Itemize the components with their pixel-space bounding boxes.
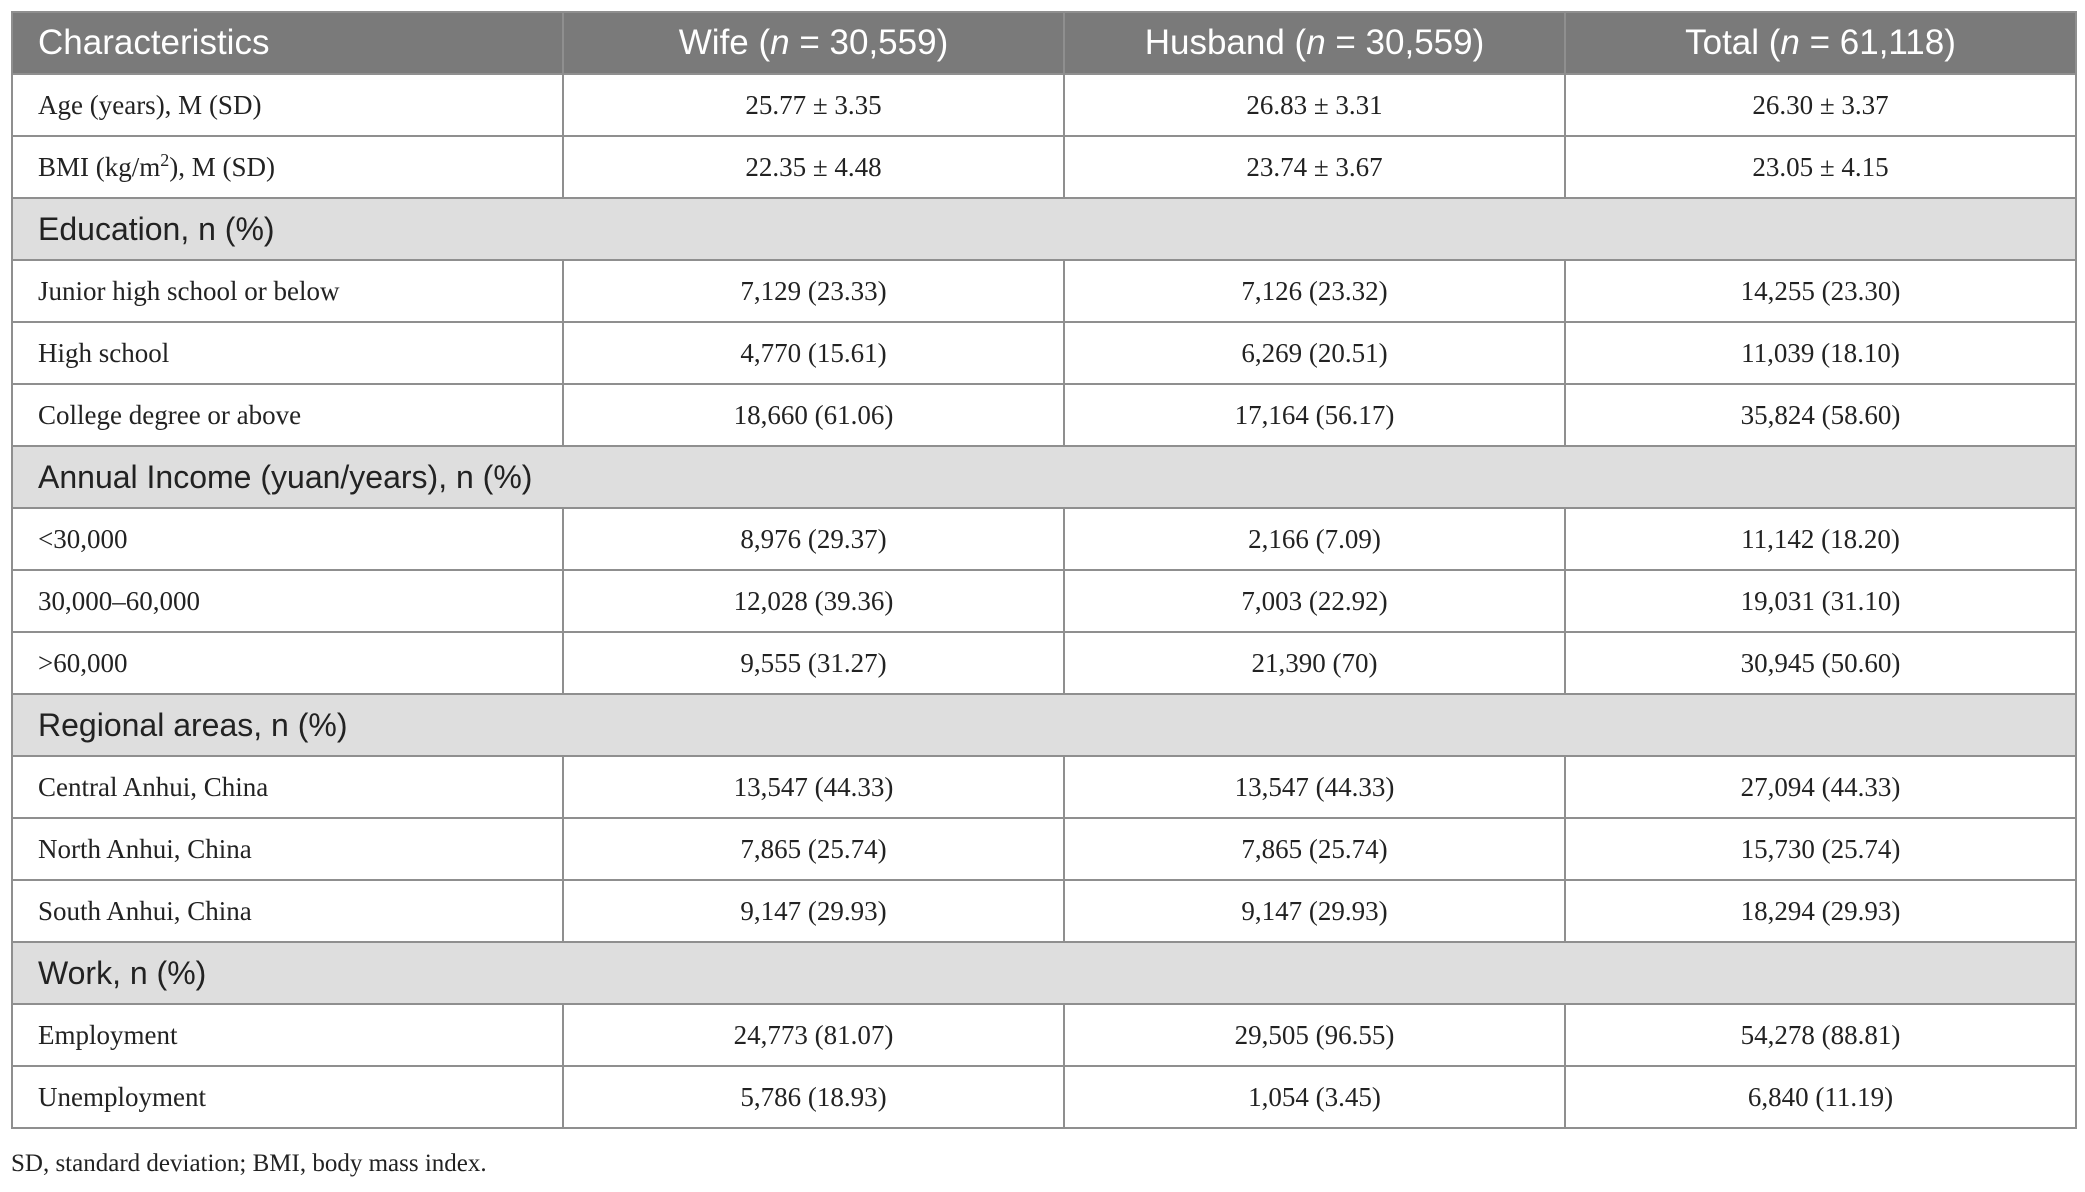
cell-husband: 6,269 (20.51)	[1064, 322, 1565, 384]
section-education	[12, 198, 2076, 260]
header-total: Total (n = 61,118)	[1565, 12, 2076, 74]
row-label: Employment	[12, 1004, 563, 1066]
cell-husband: 7,865 (25.74)	[1064, 818, 1565, 880]
row-label: College degree or above	[12, 384, 563, 446]
row-label: Unemployment	[12, 1066, 563, 1128]
header-row	[12, 12, 2076, 74]
characteristics-table	[11, 11, 2077, 1129]
cell-wife: 13,547 (44.33)	[563, 756, 1064, 818]
cell-total: 14,255 (23.30)	[1565, 260, 2076, 322]
cell-wife: 8,976 (29.37)	[563, 508, 1064, 570]
table-row	[12, 322, 2076, 384]
section-region	[12, 694, 2076, 756]
section-work	[12, 942, 2076, 1004]
cell-wife: 4,770 (15.61)	[563, 322, 1064, 384]
cell-wife: 7,865 (25.74)	[563, 818, 1064, 880]
cell-total: 19,031 (31.10)	[1565, 570, 2076, 632]
table-row	[12, 880, 2076, 942]
table-row	[12, 1004, 2076, 1066]
cell-wife: 9,147 (29.93)	[563, 880, 1064, 942]
cell-total: 26.30 ± 3.37	[1565, 74, 2076, 136]
cell-total: 11,039 (18.10)	[1565, 322, 2076, 384]
section-title: Education, n (%)	[12, 198, 2076, 260]
cell-husband: 21,390 (70)	[1064, 632, 1565, 694]
cell-total: 18,294 (29.93)	[1565, 880, 2076, 942]
cell-wife: 25.77 ± 3.35	[563, 74, 1064, 136]
cell-wife: 18,660 (61.06)	[563, 384, 1064, 446]
cell-wife: 9,555 (31.27)	[563, 632, 1064, 694]
table-row	[12, 384, 2076, 446]
cell-total: 30,945 (50.60)	[1565, 632, 2076, 694]
row-label: >60,000	[12, 632, 563, 694]
table-footnote: SD, standard deviation; BMI, body mass index.	[11, 1150, 487, 1177]
row-bmi	[12, 136, 2076, 198]
cell-wife: 5,786 (18.93)	[563, 1066, 1064, 1128]
row-label: Junior high school or below	[12, 260, 563, 322]
row-label: North Anhui, China	[12, 818, 563, 880]
table-row	[12, 260, 2076, 322]
row-label: South Anhui, China	[12, 880, 563, 942]
cell-total: 54,278 (88.81)	[1565, 1004, 2076, 1066]
cell-husband: 2,166 (7.09)	[1064, 508, 1565, 570]
section-title: Regional areas, n (%)	[12, 694, 2076, 756]
row-label: Age (years), M (SD)	[12, 74, 563, 136]
row-label: BMI $(kg/m^2)$, M (SD)	[12, 136, 563, 198]
cell-husband: 26.83 ± 3.31	[1064, 74, 1565, 136]
header-husband: Husband (n = 30,559)	[1064, 12, 1565, 74]
cell-total: 23.05 ± 4.15	[1565, 136, 2076, 198]
cell-total: 35,824 (58.60)	[1565, 384, 2076, 446]
table-row	[12, 1066, 2076, 1128]
cell-husband: 17,164 (56.17)	[1064, 384, 1565, 446]
row-label: <30,000	[12, 508, 563, 570]
table-row	[12, 756, 2076, 818]
table-row	[12, 570, 2076, 632]
row-age	[12, 74, 2076, 136]
cell-wife: 7,129 (23.33)	[563, 260, 1064, 322]
cell-wife: 12,028 (39.36)	[563, 570, 1064, 632]
cell-husband: 29,505 (96.55)	[1064, 1004, 1565, 1066]
cell-total: 15,730 (25.74)	[1565, 818, 2076, 880]
section-title: Work, n (%)	[12, 942, 2076, 1004]
section-title: Annual Income (yuan/years), n (%)	[12, 446, 2076, 508]
cell-total: 11,142 (18.20)	[1565, 508, 2076, 570]
characteristics-table-wrapper	[11, 11, 2075, 1129]
cell-total: 6,840 (11.19)	[1565, 1066, 2076, 1128]
cell-total: 27,094 (44.33)	[1565, 756, 2076, 818]
header-characteristics: Characteristics	[12, 12, 563, 74]
cell-wife: 24,773 (81.07)	[563, 1004, 1064, 1066]
row-label: 30,000–60,000	[12, 570, 563, 632]
section-income	[12, 446, 2076, 508]
header-wife: Wife (n = 30,559)	[563, 12, 1064, 74]
cell-husband: 7,126 (23.32)	[1064, 260, 1565, 322]
cell-wife: 22.35 ± 4.48	[563, 136, 1064, 198]
cell-husband: 13,547 (44.33)	[1064, 756, 1565, 818]
table-row	[12, 818, 2076, 880]
cell-husband: 7,003 (22.92)	[1064, 570, 1565, 632]
cell-husband: 1,054 (3.45)	[1064, 1066, 1565, 1128]
row-label: Central Anhui, China	[12, 756, 563, 818]
table-row	[12, 632, 2076, 694]
cell-husband: 9,147 (29.93)	[1064, 880, 1565, 942]
table-row	[12, 508, 2076, 570]
cell-husband: 23.74 ± 3.67	[1064, 136, 1565, 198]
row-label: High school	[12, 322, 563, 384]
